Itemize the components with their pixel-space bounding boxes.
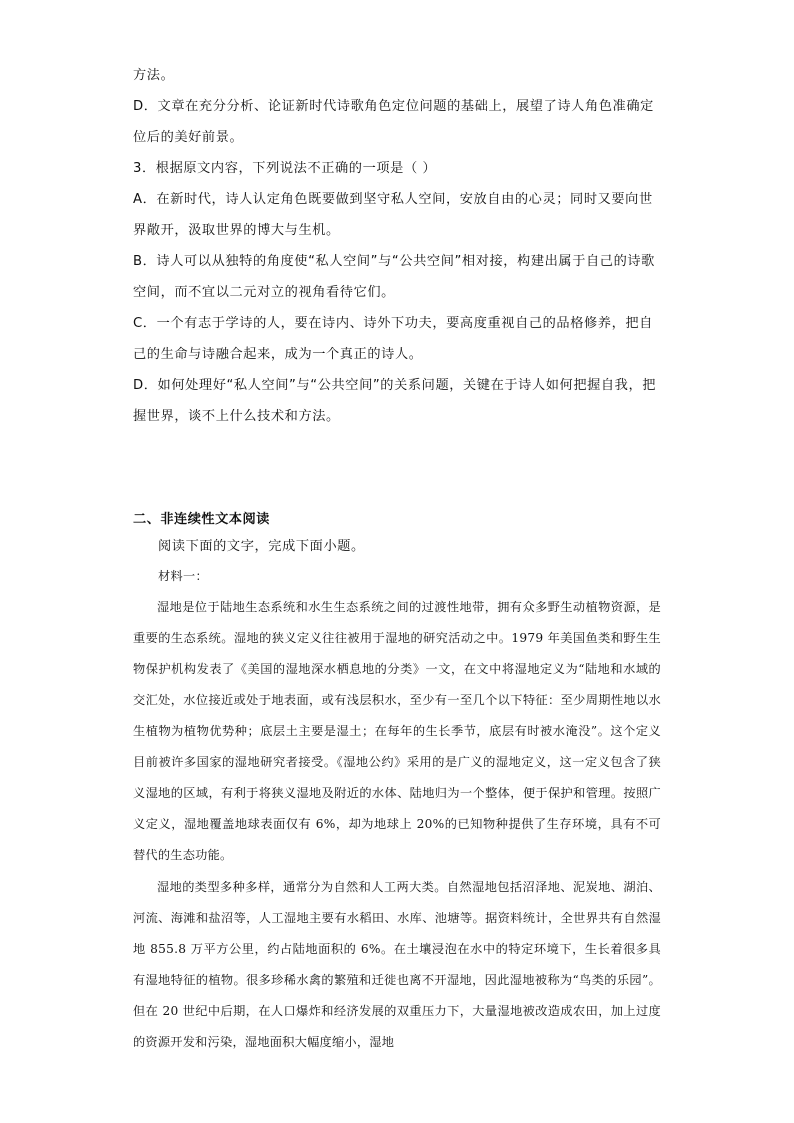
section-heading: 二、非连续性文本阅读 — [133, 512, 270, 527]
section-instruction: 阅读下面的文字，完成下面小题。 — [158, 539, 365, 554]
material-label: 材料一： — [158, 569, 208, 583]
paragraph-text: 湿地是位于陆地生态系统和水生生态系统之间的过渡性地带，拥有众多野生动植物资源，是重要的生态系统。湿地的狭义定义往往被用于湿地的研究活动之中。1979 年美国鱼类和野生生物保护机构发表了《美国的湿地深水栖息地的分类》一文，在文中将湿地定义为“陆地和水域的交汇处，水位接近或处于地表面，或有浅层积水，至少有一至几个以下特征：至少周期性地以水生植物为植物优势种；底层土主要是湿土；在每年的生长季节，底层有时被水淹没”。这个定义目前被许多国家的湿地研究者接受。《湿地公约》采用的是广义的湿地定义，这一定义包含了狭义湿地的区域，有利于将狭义湿地及附近的水体、陆地归为一个整体，便于保护和管理。按照广义定义，湿地覆盖地球表面仅有 6%，却为地球上 20%的已知物种提供了生存环境，具有不可替代的生态功能。 — [133, 600, 661, 862]
paragraph-text: 湿地的类型多种多样，通常分为自然和人工两大类。自然湿地包括沼泽地、泥炭地、湖泊、河流、海滩和盐沼等，人工湿地主要有水稻田、水库、池塘等。据资料统计，全世界共有自然湿地 855.8 万平方公里，约占陆地面积的 6%。在土壤浸泡在水中的特定环境下，生长着很多具有湿地特征的植物。很多珍稀水禽的繁殖和迁徙也离不开湿地，因此湿地被称为“鸟类的乐园”。但在 20 世纪中后期，在人口爆炸和经济发展的双重压力下，大量湿地被改造成农田，加上过度的资源开发和污染，湿地面积大幅度缩小，湿地 — [133, 880, 661, 1049]
question-3-stem: 3．根据原文内容，下列说法不正确的一项是（ ） — [133, 161, 437, 176]
material-paragraph-2 — [133, 872, 661, 1058]
previous-option-tail: 方法。 — [133, 68, 175, 83]
question-3-option-c: C．一个有志于学诗的人，要在诗内、诗外下功夫，要高度重视自己的品格修养，把自己的生命与诗融合起来，成为一个真正的诗人。 — [133, 316, 653, 362]
question-3-option-b: B．诗人可以从独特的角度使“私人空间”与“公共空间”相对接，构建出属于自己的诗歌空间，而不宜以二元对立的视角看待它们。 — [133, 254, 655, 300]
material-paragraph-1 — [133, 592, 661, 871]
previous-option-d: D．文章在充分分析、论证新时代诗歌角色定位问题的基础上，展望了诗人角色准确定位后的美好前景。 — [133, 99, 654, 145]
question-continuation — [133, 60, 661, 432]
question-3-option-a: A．在新时代，诗人认定角色既要做到坚守私人空间，安放自由的心灵；同时又要向世界敞开，汲取世界的博大与生机。 — [133, 192, 653, 238]
question-3-option-d: D．如何处理好“私人空间”与“公共空间”的关系问题，关键在于诗人如何把握自我，把握世界，谈不上什么技术和方法。 — [133, 378, 657, 424]
